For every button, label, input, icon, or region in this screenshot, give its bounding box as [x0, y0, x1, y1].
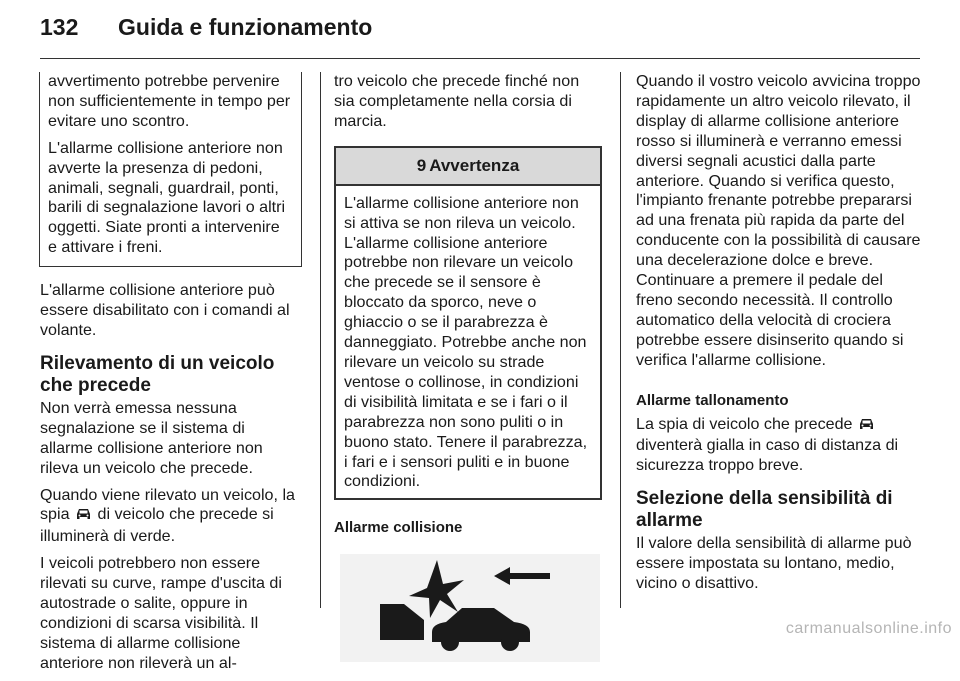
chapter-title: Guida e funzionamento: [118, 14, 373, 40]
paragraph-alert-behavior: Quando il vostro veicolo avvicina troppo rapidamente un altro veicolo rilevato, il display di allarme collisione anteriore rosso si illuminerà e verranno emessi diversi segnali acustici dalla parte anteriore. Quando si verifica questo, l'impianto frenante potrebbe prepararsi ad una frenata più rapida da parte del conducente con la possibilità di causare una decelerazione dolce e breve. Continuare a premere il pedale del freno secondo necessità. Il controllo automatico della velocità di crociera potrebbe essere disinserito quando si verifica l'allarme collisione.: [636, 72, 921, 369]
warning-box: [334, 146, 602, 501]
vehicle-ahead-icon: [859, 417, 874, 437]
paragraph-no-signal: Non verrà emessa nessuna segnalazione se il sistema di allarme collisione anteriore non rileva un veicolo che precede.: [40, 398, 263, 477]
collision-alert-illustration: [340, 554, 600, 662]
page-number: 132: [40, 14, 79, 40]
box-paragraph-1: avvertimento potrebbe pervenire non sufficientemente in tempo per evitare uno scontro.: [48, 72, 291, 130]
warning-icon: 9: [416, 155, 427, 175]
column-divider-1: [320, 72, 321, 608]
section-heading-detection: Rilevamento di un veicolo che precede: [40, 352, 275, 396]
warning-body: L'allarme collisione anteriore non si attiva se non rileva un veicolo. L'allarme collisione anteriore potrebbe non rilevare un veicolo che precede se il sensore è bloccato da sporco, neve o ghiaccio o se il parabrezza è danneggiato. Potrebbe anche non rilevare un veicolo su strade ventose o collinose, in condizioni di visibilità limitata e se i fari o il parabrezza non sono puliti o in buono stato. Tenere il parabrezza, i fari e i sensori puliti e in buone condizioni.: [344, 193, 588, 491]
column-1: [40, 72, 302, 681]
column-3: [636, 72, 922, 601]
paragraph-sensitivity: Il valore della sensibilità di allarme può essere impostata su lontano, medio, vicino o disattivo.: [636, 534, 912, 593]
truck-icon: [380, 604, 424, 640]
paragraph-disable: L'allarme collisione anteriore può essere disabilitato con i comandi al volante.: [40, 281, 290, 339]
subheading-tailgating: Allarme tallonamento: [636, 391, 789, 409]
impact-star-icon: [409, 560, 464, 618]
paragraph-detected: [40, 486, 302, 548]
text-fragment: di veicolo che precede si illuminerà di verde.: [40, 505, 274, 546]
text-fragment: La spia di veicolo che precede: [636, 414, 853, 433]
paragraph-not-detected: I veicoli potrebbero non essere rilevati su curve, rampe d'uscita di autostrade o salite, oppure in condizioni di scarsa visibilità. Il sistema di allarme collisione anteriore non rileverà un al-: [40, 554, 282, 672]
vehicle-ahead-icon: [76, 507, 91, 527]
column-2: [334, 72, 602, 662]
section-heading-sensitivity: Selezione della sensibilità di allarme: [636, 488, 893, 532]
header-divider: [40, 58, 920, 59]
continued-warning-box: [39, 72, 302, 267]
column-divider-2: [620, 72, 621, 608]
text-fragment: Quando viene rilevato un veicolo, la spia: [40, 485, 295, 524]
page-header: [40, 14, 920, 54]
paragraph-tailgating: [636, 415, 922, 477]
arrow-left-icon: [494, 567, 550, 585]
watermark: carmanualsonline.info: [785, 620, 952, 637]
warning-header: [336, 148, 600, 186]
text-fragment: diventerà gialla in caso di distanza di sicurezza troppo breve.: [636, 436, 899, 475]
collision-alert-figure: [340, 554, 600, 662]
paragraph-continued: tro veicolo che precede finché non sia completamente nella corsia di marcia.: [334, 72, 580, 130]
subheading-collision-alert: Allarme collisione: [334, 519, 463, 537]
warning-title: Avvertenza: [429, 155, 520, 175]
box-paragraph-2: L'allarme collisione anteriore non avverte la presenza di pedoni, animali, segnali, guardrail, ponti, barili di segnalazione lavori o altri oggetti. Siate pronti a intervenire e attivare i freni.: [48, 138, 286, 257]
